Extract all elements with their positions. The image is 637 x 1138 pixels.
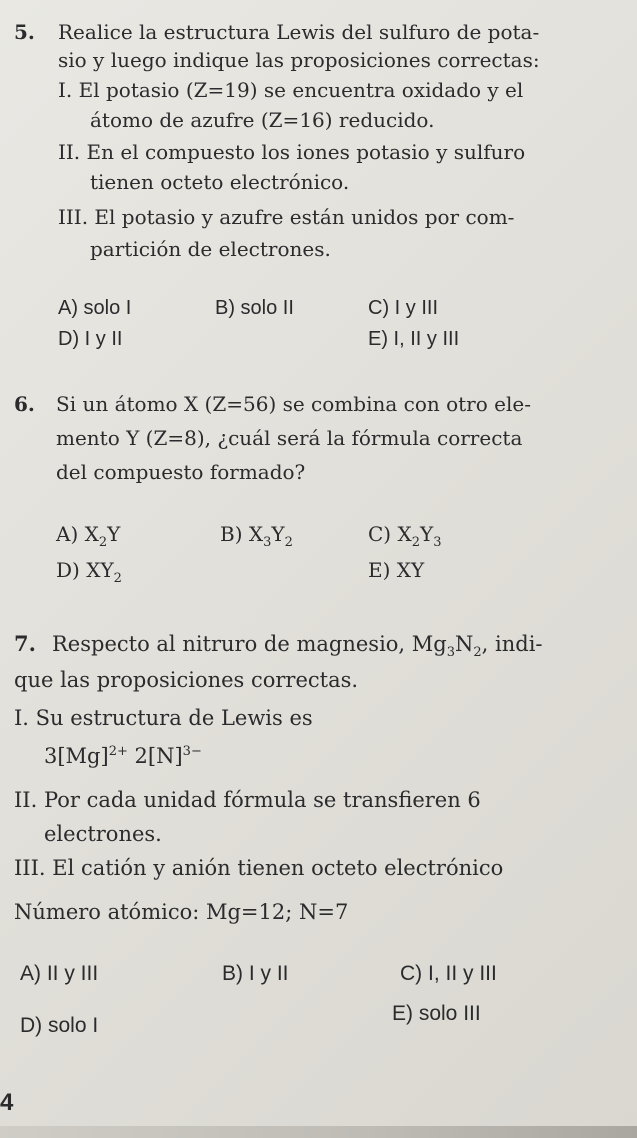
page-bottom-edge — [0, 1126, 637, 1138]
q6-option-a-label: A) — [56, 522, 79, 546]
q6-option-e-formula: XY — [396, 558, 425, 582]
q6-option-b-label: B) — [220, 522, 243, 546]
q6-option-c[interactable] — [368, 522, 442, 550]
q7-proposition-2-cont: electrones. — [44, 822, 162, 846]
q7-option-b[interactable]: B) I y II — [222, 962, 289, 985]
q6-option-c-label: C) — [368, 522, 392, 546]
q5-text-line-1: Realice la estructura Lewis del sulfuro de pota- — [58, 20, 540, 44]
q7-formula: $Mg_3N_2$ — [411, 632, 482, 661]
q7-proposition-2: II. Por cada unidad fórmula se transfieren 6 — [14, 788, 481, 812]
q7-lewis-structure: $3[Mg]^{2+}$ $2[N]^{3-}$ — [44, 744, 202, 768]
q5-proposition-2: II. En el compuesto los iones potasio y sulfuro — [58, 140, 526, 164]
question-6-number: 6. — [14, 392, 35, 416]
q6-option-c-formula: $X_2Y_3$ — [397, 522, 442, 550]
q6-option-e[interactable] — [368, 558, 424, 582]
q6-option-a-formula: $X_2Y$ — [84, 522, 121, 550]
q5-proposition-1: I. El potasio (Z=19) se encuentra oxidado y el — [58, 78, 524, 102]
question-5-number: 5. — [14, 20, 35, 44]
q5-option-a[interactable]: A) solo I — [58, 297, 132, 319]
q6-option-b-formula: $X_3Y_2$ — [248, 522, 293, 550]
q5-proposition-3: III. El potasio y azufre están unidos por com- — [58, 205, 515, 229]
q7-proposition-1: I. Su estructura de Lewis es — [14, 706, 313, 730]
q6-option-a[interactable] — [56, 522, 121, 550]
q7-text-line-1: Respecto al nitruro de magnesio, $Mg_3N_2$, indi- — [52, 632, 543, 661]
q5-option-e[interactable]: E) I, II y III — [368, 328, 460, 350]
q5-option-d[interactable]: D) I y II — [58, 328, 123, 350]
page-number: 4 — [0, 1089, 14, 1116]
q6-text-line-1: Si un átomo X (Z=56) se combina con otro ele- — [56, 392, 531, 416]
q6-text-line-3: del compuesto formado? — [56, 460, 306, 484]
q6-text-line-2: mento Y (Z=8), ¿cuál será la fórmula correcta — [56, 426, 523, 450]
q5-proposition-1-cont: átomo de azufre (Z=16) reducido. — [90, 108, 435, 132]
q5-proposition-2-cont: tienen octeto electrónico. — [90, 170, 350, 194]
q6-option-d-label: D) — [56, 558, 80, 582]
q6-option-d[interactable] — [56, 558, 122, 586]
q7-option-a[interactable]: A) II y III — [20, 962, 99, 985]
q7-text-line-2: que las proposiciones correctas. — [14, 668, 359, 692]
q6-option-e-label: E) — [368, 558, 391, 582]
q7-option-e[interactable]: E) solo III — [392, 1002, 481, 1025]
q5-proposition-3-cont: partición de electrones. — [90, 237, 331, 261]
q5-text-line-2: sio y luego indique las proposiciones correctas: — [58, 48, 540, 72]
q7-option-c[interactable]: C) I, II y III — [400, 962, 497, 985]
q7-option-d[interactable]: D) solo I — [20, 1014, 99, 1037]
q5-option-c[interactable]: C) I y III — [368, 297, 438, 319]
q7-proposition-3: III. El catión y anión tienen octeto electrónico — [14, 856, 504, 880]
q7-atomic-numbers: Número atómico: Mg=12; N=7 — [14, 900, 349, 924]
q5-option-b[interactable]: B) solo II — [215, 297, 294, 319]
question-7-number: 7. — [14, 631, 36, 656]
q6-option-d-formula: $XY_2$ — [86, 558, 122, 586]
q6-option-b[interactable] — [220, 522, 293, 550]
